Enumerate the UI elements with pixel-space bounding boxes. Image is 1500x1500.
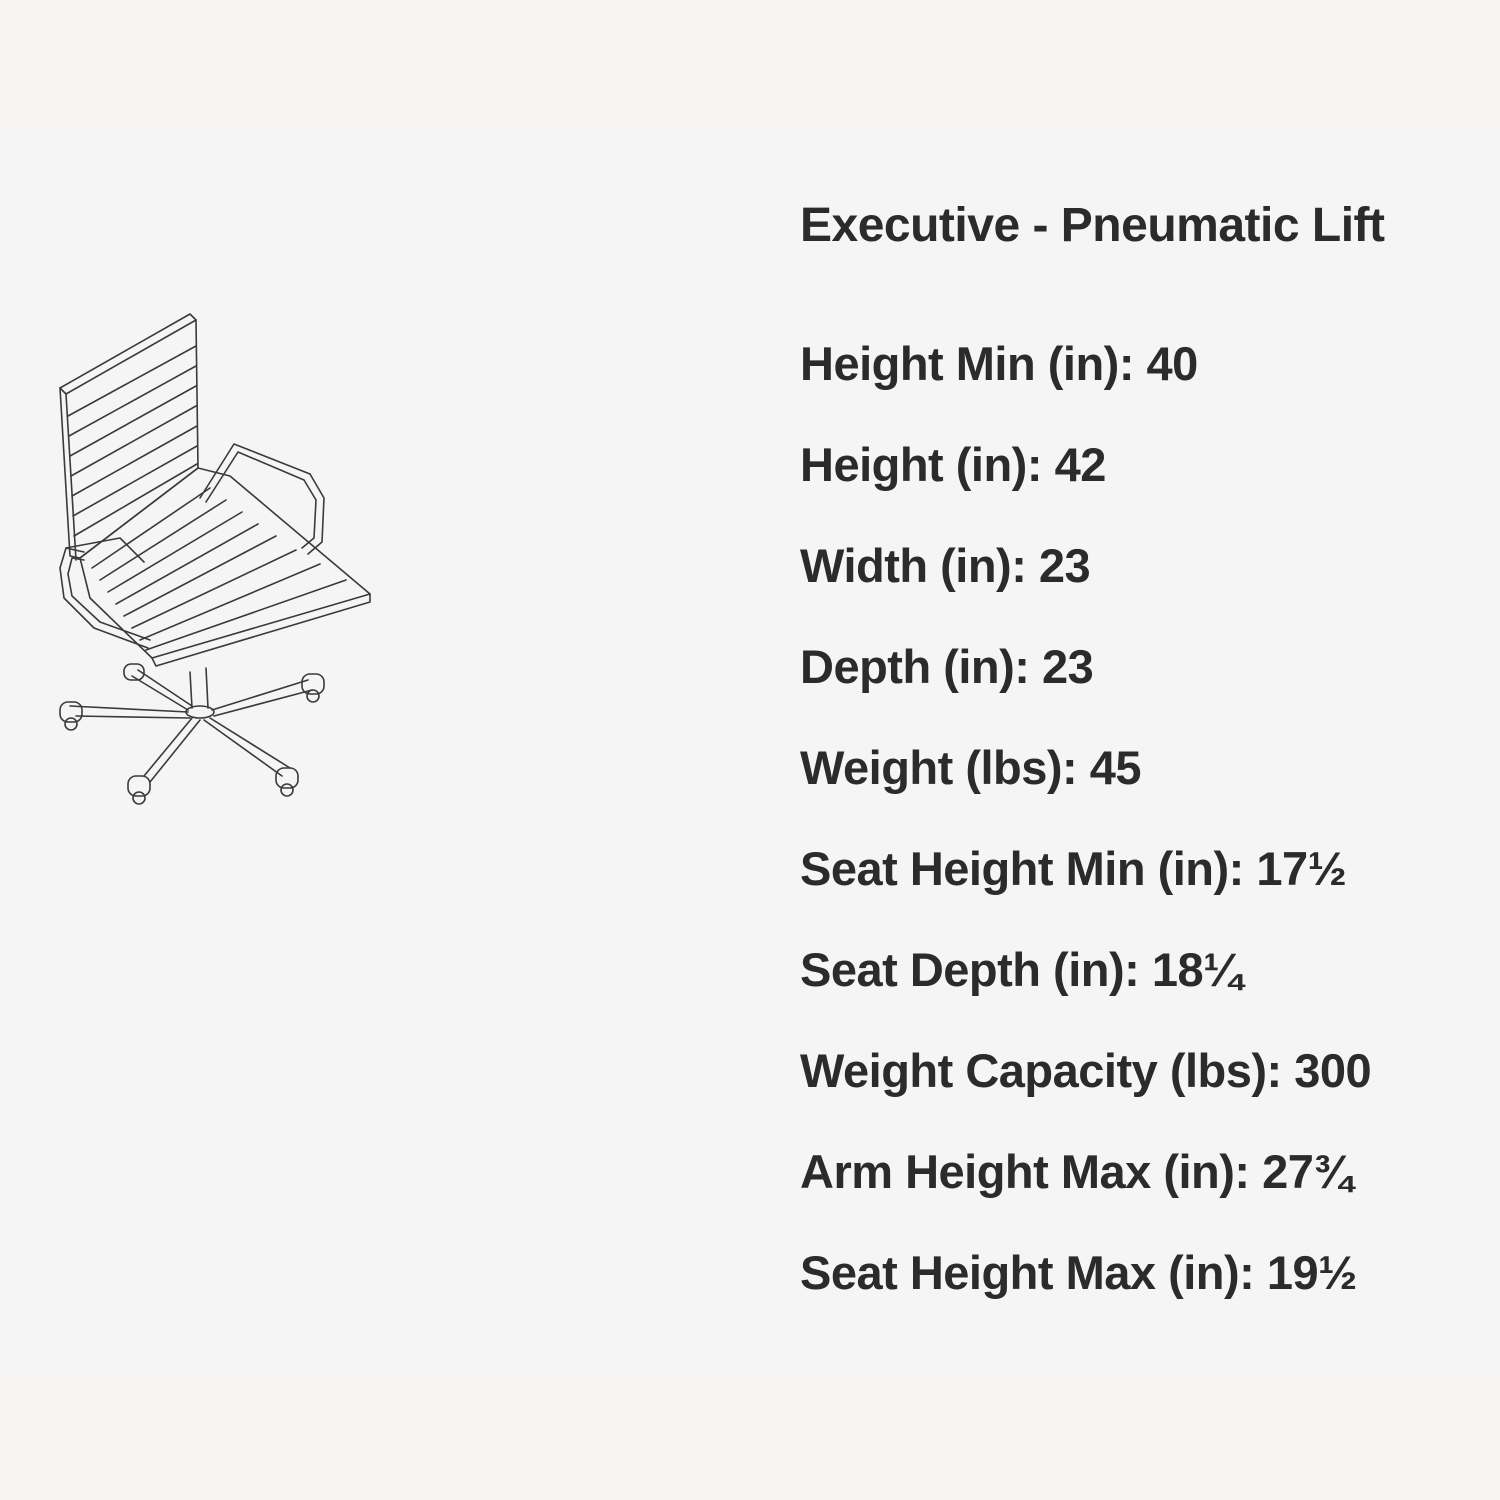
spec-value: 42 <box>1054 438 1106 491</box>
spec-seat-height-min <box>800 837 1480 938</box>
spec-label: Depth (in): <box>800 640 1042 693</box>
spec-label: Arm Height Max (in): <box>800 1145 1263 1198</box>
spec-label: Weight (lbs): <box>800 741 1090 794</box>
spec-list <box>800 194 1480 1342</box>
spec-value: 40 <box>1146 337 1198 390</box>
spec-label: Height Min (in): <box>800 337 1147 390</box>
spec-value: 17½ <box>1256 842 1347 895</box>
spec-seat-height-max <box>800 1241 1480 1342</box>
spec-value: 45 <box>1089 741 1142 794</box>
spec-label: Width (in): <box>800 539 1039 592</box>
spec-value: 23 <box>1042 640 1094 693</box>
product-title: Executive - Pneumatic Lift <box>800 199 1385 252</box>
spec-seat-depth <box>800 938 1480 1039</box>
spec-height-min <box>800 332 1480 433</box>
spec-weight <box>800 736 1480 837</box>
spec-weight-capacity <box>800 1039 1480 1140</box>
spec-label: Height (in): <box>800 438 1055 491</box>
spec-depth <box>800 635 1480 736</box>
spec-label: Seat Height Min (in): <box>800 842 1257 895</box>
product-spec-panel <box>0 128 1500 1370</box>
spec-label: Seat Depth (in): <box>800 943 1152 996</box>
office-chair-icon <box>40 298 400 828</box>
spec-value: 300 <box>1294 1044 1372 1097</box>
spec-height <box>800 433 1480 534</box>
spec-label: Seat Height Max (in): <box>800 1246 1267 1299</box>
spec-arm-height-max <box>800 1140 1480 1241</box>
spec-value: 18¼ <box>1151 943 1242 996</box>
spec-value: 19½ <box>1266 1246 1357 1299</box>
spec-width <box>800 534 1480 635</box>
spec-value: 23 <box>1038 539 1091 592</box>
spec-value: 27¾ <box>1262 1145 1353 1198</box>
spec-label: Weight Capacity (lbs): <box>800 1044 1295 1097</box>
